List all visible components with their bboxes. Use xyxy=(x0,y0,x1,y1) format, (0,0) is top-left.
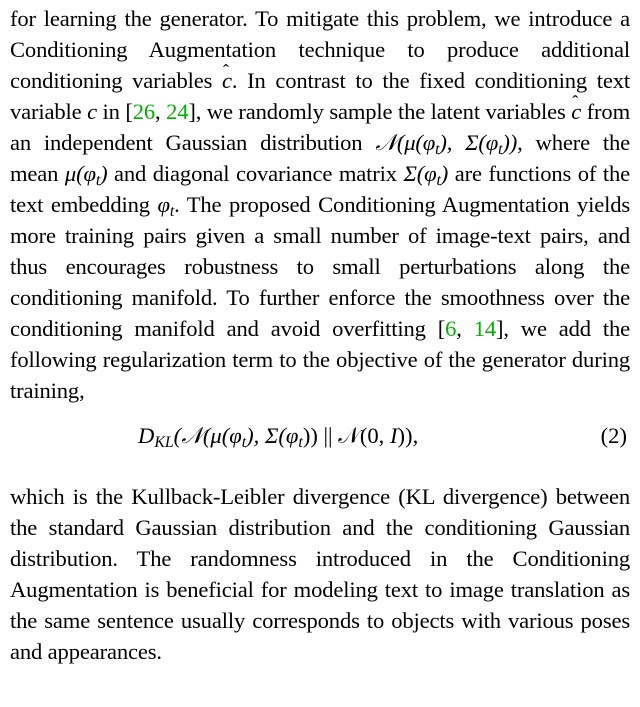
text-span: ], we randomly sample the latent variables xyxy=(188,99,572,124)
math-c-hat: ˆ c xyxy=(571,96,581,127)
math-c: c xyxy=(87,99,97,124)
math-gaussian-distribution: $𝒩(\mu(\varphi_t)$, $\Sigma(\varphi_t)$) xyxy=(375,130,518,158)
text-span: for learning the generator. To mitigate this problem, we introduce a Conditioning Augmentation technique to produce additional conditioning variables xyxy=(10,6,630,93)
text-span: , where the mean xyxy=(10,130,631,186)
math-mean: $\mu(\varphi_t)$ xyxy=(64,161,108,189)
text-span: . The proposed Conditioning Augmentation yields more training pairs given a small number of image-text pairs, and thus encourages robustness to small perturbations along the conditioning manifold. To further enforce the smoothness over the conditioning manifold and avoid overfitting [ xyxy=(10,192,630,341)
citation-link[interactable]: 6 xyxy=(445,316,457,341)
equation-number: (2) xyxy=(600,423,627,448)
math-text-embedding: $\varphi_t$ xyxy=(157,192,175,220)
text-span: . In contrast to the fixed conditioning text variable xyxy=(10,68,630,124)
citation-link[interactable]: 14 xyxy=(473,316,496,341)
math-covariance: $\Sigma(\varphi_t)$ xyxy=(403,161,449,189)
paper-page xyxy=(10,0,630,667)
text-span: in [ xyxy=(97,99,133,124)
citation-link[interactable]: 26 xyxy=(132,99,156,124)
equation-kl-regularization xyxy=(10,412,630,476)
math-c-hat: ˆ c xyxy=(222,65,232,96)
paragraph-conditioning-augmentation: for learning the generator. To mitigate this problem, we introduce a Conditioning Augmentation technique to produce additional conditioning variables ˆ c. In contrast to the fixed conditioning text variable c in [26, 24], we randomly sample the latent variables ˆ c from an independent Gaussian distribution $𝒩(\mu(\varphi_t)$, $\Sigma(\varphi_t)$), where the mean $\mu(\varphi_t)$ and diagonal covariance matrix $\Sigma(\varphi_t)$ are functions of the text embedding $\varphi_t$. The proposed Conditioning Augmentation yields more training pairs given a small number of image-text pairs, and thus encourages robustness to small perturbations along the conditioning manifold. To further enforce the smoothness over the conditioning manifold and avoid overfitting [6, 14], we add the following regularization term to the objective of the generator during training, xyxy=(10,0,630,406)
paragraph-kl-divergence: which is the Kullback-Leibler divergence (KL divergence) between the standard Gaussian distribution and the conditioning Gaussian distribution. The randomness introduced in the Conditioning Augmentation is beneficial for modeling text to image translation as the same sentence usually corresponds to objects with various poses and appearances. xyxy=(10,484,630,664)
equation-body: $D_{KL}(𝒩(\mu(\varphi_t)$, $\Sigma(\varphi_t)$) || 𝒩(0, I)), xyxy=(138,423,419,451)
text-span: ], we add the following regularization term to the objective of the generator during training, xyxy=(10,316,630,403)
text-span: from an independent Gaussian distribution xyxy=(10,99,631,155)
text-span: and diagonal covariance matrix xyxy=(107,161,404,186)
citation-link[interactable]: 24 xyxy=(166,99,189,124)
text-span: are functions of the text embedding xyxy=(10,161,630,217)
